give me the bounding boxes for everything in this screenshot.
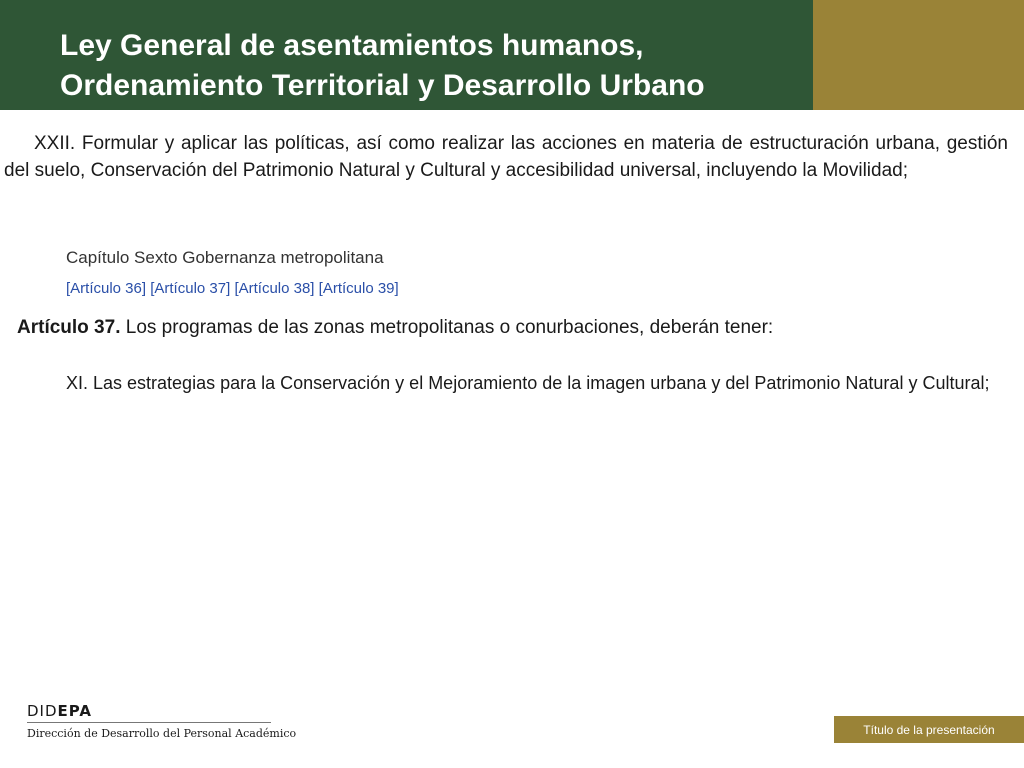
article-36-link[interactable]: [Artículo 36] (66, 280, 147, 297)
article-38-link[interactable]: [Artículo 38] (234, 280, 315, 297)
article-37-heading (17, 317, 773, 339)
fraction-xxii-text: XXII. Formular y aplicar las políticas, así como realizar las acciones en materia de estructuración urbana, gestión del suelo, Conservación del Patrimonio Natural y Cultural y accesibilidad universal, incluyendo la Movilidad; (4, 133, 1008, 181)
didepa-logo (27, 702, 297, 740)
article-37-text: Los programas de las zonas metropolitanas o conurbaciones, deberán tener: (120, 317, 774, 338)
logo-word-bold: EPA (57, 702, 93, 720)
article-39-link[interactable]: [Artículo 39] (318, 280, 399, 297)
slide-title-line-2: Ordenamiento Territorial y Desarrollo Urbano (60, 69, 705, 102)
article-37-link[interactable]: [Artículo 37] (150, 280, 231, 297)
slide-title-line-1: Ley General de asentamientos humanos, (60, 29, 644, 62)
chapter-title: Capítulo Sexto Gobernanza metropolitana (66, 248, 384, 267)
logo-divider (27, 722, 271, 723)
slide-title (60, 26, 705, 106)
presentation-title-tab: Título de la presentación (834, 716, 1024, 743)
article-37-label: Artículo 37. (17, 317, 121, 338)
logo-wordmark (27, 702, 271, 720)
fraction-xi-text: XI. Las estrategias para la Conservación y el Mejoramiento de la imagen urbana y del Patrimonio Natural y Cultural; (66, 373, 990, 393)
header-green-band (0, 0, 813, 110)
logo-word-light: DID (27, 702, 58, 720)
logo-subtitle: Dirección de Desarrollo del Personal Académico (27, 727, 297, 740)
slide-header (0, 0, 1024, 110)
header-gold-band (813, 0, 1024, 110)
article-links (66, 280, 399, 297)
